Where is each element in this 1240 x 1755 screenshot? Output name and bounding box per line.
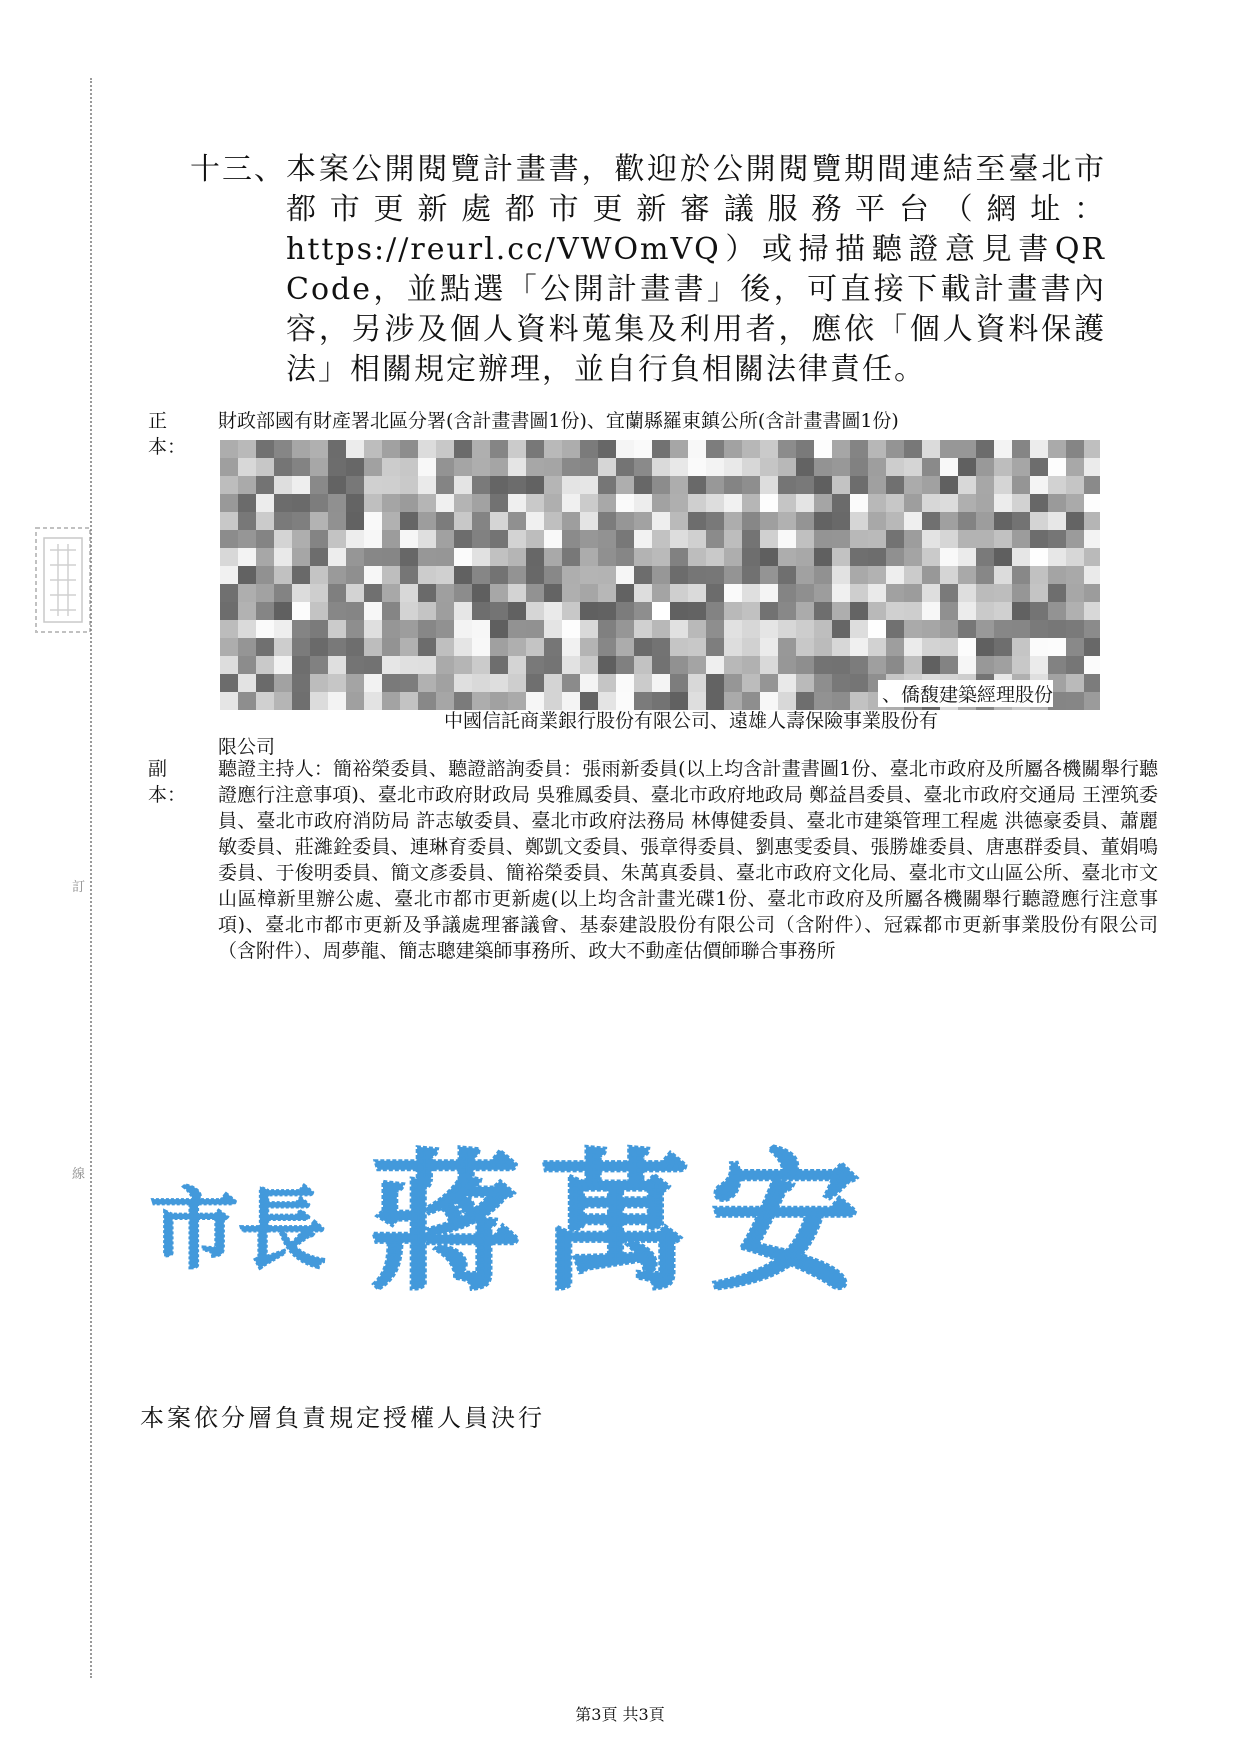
item-13-text: 本案公開閱覽計畫書，歡迎於公開閱覽期間連結至臺北市都市更新處都市更新審議服務平台（網址：https://reurl.cc/VWOmVQ）或掃描聽證意見書QR Code，並點選「公開計畫書」後，可直接下載計畫書內容，另涉及個人資料蒐集及利用者，應依「個人資料保護法」相關規定辦理，並自行負相關法律責任。 (286, 152, 1106, 387)
item-13-number: 十三、 (190, 152, 286, 187)
original-tail-2: 中國信託商業銀行股份有限公司、遠雄人壽保險事業股份有 (444, 710, 939, 732)
authorization-note: 本案依分層負責規定授權人員決行 (140, 1404, 545, 1432)
svg-text:蔣萬安: 蔣萬安 (370, 1135, 881, 1310)
redacted-block (220, 440, 1100, 710)
original-label: 正本： (148, 410, 187, 458)
original-tail-3: 限公司 (218, 736, 276, 758)
binding-line (90, 78, 92, 1678)
mayor-signature-stamp (140, 1120, 960, 1310)
original-text: 財政部國有財產署北區分署(含計畫書圖1份)、宜蘭縣羅東鎮公所(含計畫書圖1份) (218, 410, 899, 432)
copy-text: 聽證主持人：簡裕榮委員、聽證諮詢委員：張雨新委員(以上均含計畫書圖1份、臺北市政府及所屬各機關舉行聽證應行注意事項)、臺北市政府財政局 吳雅鳳委員、臺北市政府地政局 鄭益昌委員、臺北市政府交通局 王湮筑委員、臺北市政府消防局 許志敏委員、臺北市政府法務局 林傳健委員、臺北市建築管理工程處 洪德豪委員、蕭麗敏委員、莊濰銓委員、連琳育委員、鄭凱文委員、張章得委員、劉惠雯委員、張勝雄委員、唐惠群委員、董娟鳴委員、于俊明委員、簡文彥委員、簡裕榮委員、朱萬真委員、臺北市政府文化局、臺北市文山區公所、臺北市文山區樟新里辦公處、臺北市都市更新處(以上均含計畫光碟1份、臺北市政府及所屬各機關舉行聽證應行注意事項)、臺北市都市更新及爭議處理審議會、基泰建設股份有限公司（含附件）、冠霖都市更新事業股份有限公司（含附件）、周夢龍、簡志聰建築師事務所、政大不動產估價師聯合事務所 (218, 758, 1158, 962)
seal-stamp-mark (28, 520, 98, 640)
svg-text:市長: 市長 (150, 1177, 327, 1281)
margin-char-xian: 線 (72, 1167, 86, 1182)
original-tail-1: 、僑馥建築經理股份 (878, 680, 1053, 707)
page-number: 第3頁 共3頁 (575, 1705, 665, 1724)
margin-char-ding: 訂 (72, 880, 86, 895)
copy-label: 副本： (148, 758, 187, 806)
